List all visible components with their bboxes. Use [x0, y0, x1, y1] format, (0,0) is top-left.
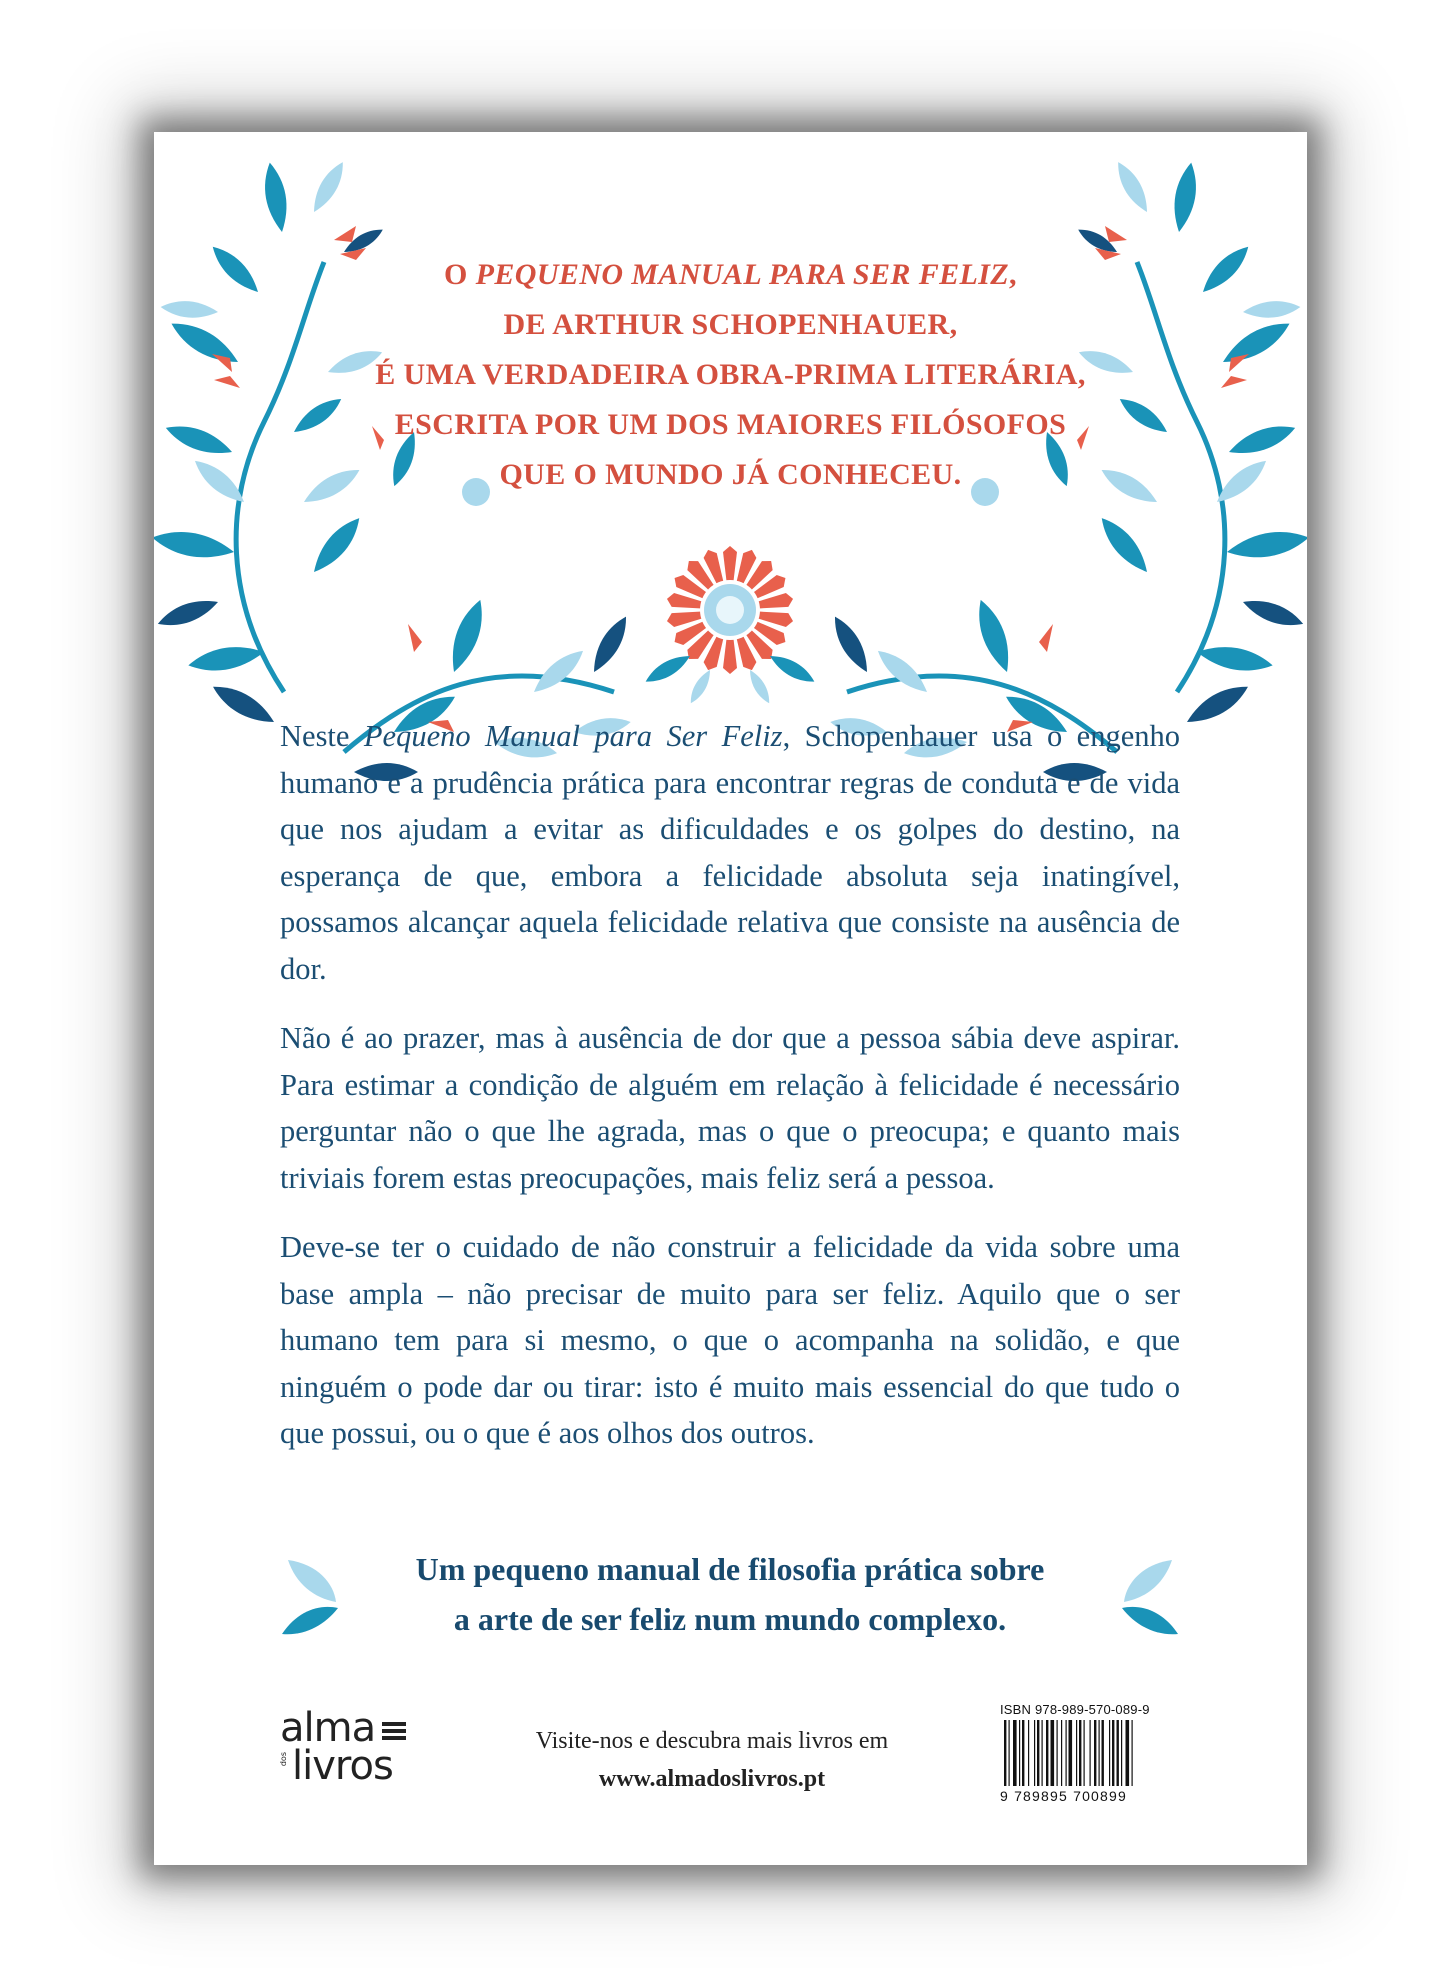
isbn-label: ISBN 978-989-570-089-9 [1000, 1702, 1150, 1717]
book-back-cover [154, 132, 1307, 1865]
barcode-stripe [1132, 1720, 1133, 1786]
barcode-stripe [1121, 1720, 1122, 1786]
visit-text: Visite-nos e descubra mais livros em [535, 1728, 889, 1754]
barcode-stripe [1042, 1720, 1043, 1786]
logo-book-stack-icon [382, 1722, 406, 1743]
barcode-stripe [1090, 1720, 1091, 1786]
visit-note [502, 1722, 922, 1798]
barcode-stripe [1066, 1720, 1067, 1786]
synopsis-paragraph-2: Não é ao prazer, mas à ausência de dor que a pessoa sábia deve aspirar. Para estimar a condição de alguém em relação à felicidade é necessário perguntar não o que lhe agrada, mas o que o preocupa; e quanto mais triviais forem estas preocupações, mais feliz será a pessoa. [280, 1021, 1180, 1195]
barcode-stripe [1028, 1720, 1029, 1786]
barcode-stripe [1034, 1720, 1035, 1786]
quote-line-1: O PEQUENO MANUAL PARA SER FELIZ, [444, 258, 1017, 291]
barcode-stripe [1061, 1720, 1062, 1786]
barcode-stripe [1126, 1720, 1130, 1786]
barcode-stripe [1013, 1720, 1017, 1786]
logo-livros-text: livros [292, 1743, 393, 1789]
logo-alma-text: alma [280, 1705, 376, 1751]
tagline [280, 1544, 1180, 1644]
barcode-stripe [1084, 1720, 1085, 1786]
synopsis-book-title: Pequeno Manual para Ser Feliz [363, 719, 783, 753]
publisher-website-link[interactable]: www.almadoslivros.pt [598, 1766, 826, 1792]
publisher-logo [279, 1705, 430, 1798]
barcode-stripe [1102, 1720, 1104, 1786]
barcode-bars [1000, 1720, 1172, 1786]
synopsis-paragraph-3: Deve-se ter o cuidado de não construir a felicidade da vida sobre uma base ampla – não precisar de muito para ser feliz. Aquilo que o ser humano tem para si mesmo, o que o acompanha na solidão, e que ninguém o pode dar ou tirar: isto é muito mais essencial do que tudo o que possui, ou o que é aos olhos dos outros. [280, 1230, 1180, 1450]
quote-line-5: QUE O MUNDO JÁ CONHECEU. [499, 458, 962, 491]
quote-line-2: DE ARTHUR SCHOPENHAUER, [503, 308, 958, 341]
isbn-barcode [1000, 1702, 1172, 1812]
quote-line-4: ESCRITA POR UM DOS MAIORES FILÓSOFOS [394, 408, 1067, 441]
barcode-stripe [1109, 1720, 1110, 1786]
tagline-line-2: a arte de ser feliz num mundo complexo. [453, 1601, 1007, 1637]
tagline-line-1: Um pequeno manual de filosofia prática sobre [415, 1551, 1045, 1587]
barcode-stripe [1112, 1720, 1114, 1786]
quote-block [154, 250, 1307, 500]
barcode-stripe [1051, 1720, 1055, 1786]
barcode-stripe [1099, 1720, 1100, 1786]
barcode-stripe [1076, 1720, 1077, 1786]
barcode-stripe [1022, 1720, 1024, 1786]
barcode-stripe [1046, 1720, 1048, 1786]
barcode-stripe [1019, 1720, 1020, 1786]
barcode-stripe [1117, 1720, 1119, 1786]
barcode-stripe [1004, 1720, 1006, 1786]
barcode-stripe [1069, 1720, 1073, 1786]
logo-dos-text: dos [279, 1752, 288, 1767]
synopsis-paragraph-1: Neste Pequeno Manual para Ser Feliz, Schopenhauer usa o engenho humano e a prudência prática para encontrar regras de conduta e de vida que nos ajudam a evitar as dificuldades e os golpes do destino, na esperança de que, embora a felicidade absoluta seja inatingível, possamos alcançar aquela felicidade relativa que consiste na ausência de dor. [280, 719, 1180, 986]
barcode-stripe [1079, 1720, 1081, 1786]
barcode-digits: 9 789895 700899 [1000, 1788, 1127, 1804]
quote-line-3: É UMA VERDADEIRA OBRA-PRIMA LITERÁRIA, [375, 358, 1086, 391]
synopsis [280, 713, 1180, 1480]
central-flower [642, 546, 818, 706]
quote-book-title: PEQUENO MANUAL PARA SER FELIZ [475, 258, 1010, 291]
barcode-stripe [1057, 1720, 1058, 1786]
barcode-stripe [1094, 1720, 1096, 1786]
barcode-stripe [1009, 1720, 1010, 1786]
barcode-stripe [1037, 1720, 1039, 1786]
